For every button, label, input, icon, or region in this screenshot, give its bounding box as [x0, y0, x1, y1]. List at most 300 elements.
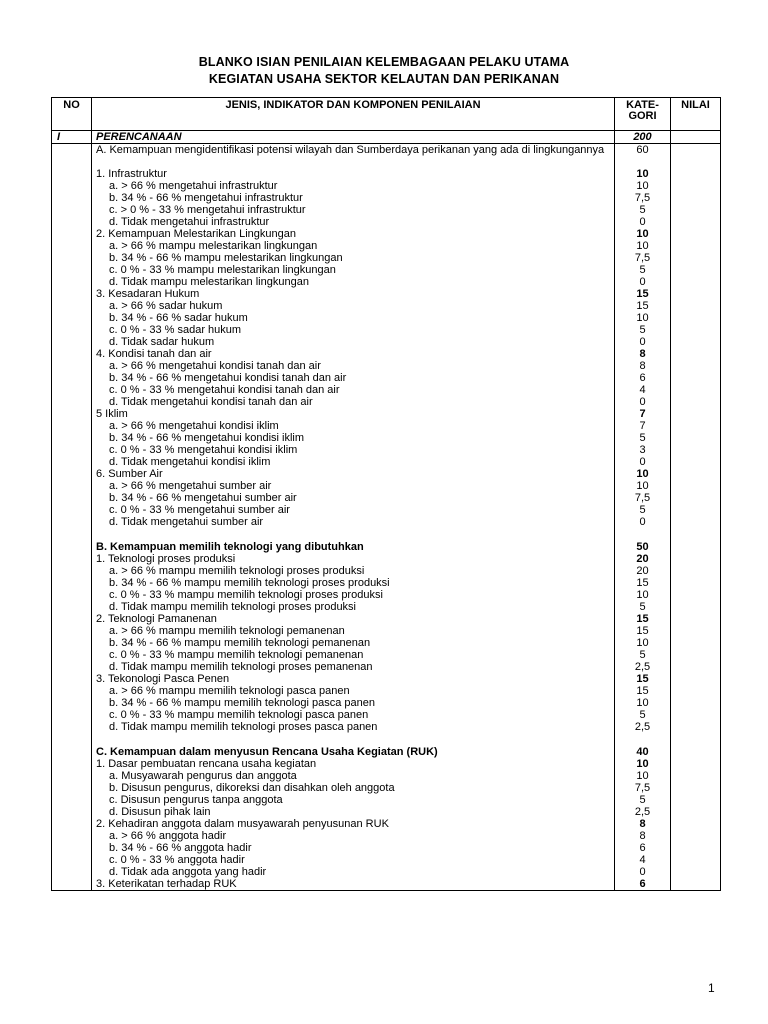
row-nilai-cell[interactable] [671, 264, 721, 276]
row-no [52, 168, 92, 180]
row-kategori: 10 [615, 758, 671, 770]
row-description: b. 34 % - 66 % mampu memilih teknologi proses produksi [92, 577, 615, 589]
row-nilai-cell[interactable] [671, 733, 721, 746]
header-jenis: JENIS, INDIKATOR DAN KOMPONEN PENILAIAN [92, 98, 615, 131]
row-no [52, 228, 92, 240]
row-kategori: 5 [615, 794, 671, 806]
row-kategori: 8 [615, 360, 671, 372]
row-description: c. 0 % - 33 % anggota hadir [92, 854, 615, 866]
row-nilai-cell[interactable] [671, 758, 721, 770]
row-kategori: 15 [615, 673, 671, 685]
row-description: 3. Tekonologi Pasca Penen [92, 673, 615, 685]
row-kategori: 6 [615, 878, 671, 891]
row-no [52, 504, 92, 516]
row-kategori: 15 [615, 577, 671, 589]
row-no [52, 625, 92, 637]
row-description: d. Tidak ada anggota yang hadir [92, 866, 615, 878]
row-kategori: 0 [615, 336, 671, 348]
row-description: a. > 66 % mampu memilih teknologi pasca panen [92, 685, 615, 697]
row-description: 3. Keterikatan terhadap RUK [92, 878, 615, 891]
row-nilai-cell[interactable] [671, 770, 721, 782]
row-nilai-cell[interactable] [671, 842, 721, 854]
table-row [52, 216, 721, 228]
table-row [52, 228, 721, 240]
row-nilai-cell[interactable] [671, 866, 721, 878]
table-row [52, 697, 721, 709]
row-description: b. Disusun pengurus, dikoreksi dan disahkan oleh anggota [92, 782, 615, 794]
row-description: c. Disusun pengurus tanpa anggota [92, 794, 615, 806]
table-row [52, 589, 721, 601]
row-nilai-cell[interactable] [671, 480, 721, 492]
row-kategori: 2,5 [615, 721, 671, 733]
table-row [52, 492, 721, 504]
row-nilai-cell[interactable] [671, 589, 721, 601]
table-row [52, 240, 721, 252]
row-no [52, 661, 92, 673]
table-row [52, 276, 721, 288]
header-no: NO [52, 98, 92, 131]
row-nilai-cell[interactable] [671, 300, 721, 312]
row-description: d. Disusun pihak lain [92, 806, 615, 818]
row-no [52, 300, 92, 312]
row-no [52, 842, 92, 854]
table-row [52, 770, 721, 782]
row-description: B. Kemampuan memilih teknologi yang dibutuhkan [92, 541, 615, 553]
table-row [52, 553, 721, 565]
row-description: PERENCANAAN [92, 131, 615, 144]
row-kategori: 6 [615, 842, 671, 854]
row-description: b. 34 % - 66 % mengetahui sumber air [92, 492, 615, 504]
row-description: 4. Kondisi tanah dan air [92, 348, 615, 360]
table-row [52, 348, 721, 360]
table-row [52, 312, 721, 324]
row-nilai-cell[interactable] [671, 180, 721, 192]
row-no [52, 252, 92, 264]
table-row [52, 649, 721, 661]
table-row [52, 661, 721, 673]
row-kategori: 10 [615, 770, 671, 782]
row-nilai-cell[interactable] [671, 625, 721, 637]
row-no [52, 649, 92, 661]
row-no [52, 721, 92, 733]
row-no [52, 408, 92, 420]
row-no [52, 240, 92, 252]
row-kategori: 40 [615, 746, 671, 758]
table-row [52, 746, 721, 758]
row-kategori: 10 [615, 589, 671, 601]
table-row [52, 372, 721, 384]
table-row [52, 504, 721, 516]
table-row [52, 300, 721, 312]
row-description: a. > 66 % mampu memilih teknologi proses produksi [92, 565, 615, 577]
row-kategori: 10 [615, 180, 671, 192]
row-no [52, 709, 92, 721]
row-description: b. 34 % - 66 % mampu memilih teknologi pemanenan [92, 637, 615, 649]
row-no [52, 432, 92, 444]
row-no [52, 637, 92, 649]
row-description: d. Tidak mampu melestarikan lingkungan [92, 276, 615, 288]
table-row [52, 324, 721, 336]
row-kategori: 4 [615, 854, 671, 866]
row-description: d. Tidak mengetahui kondisi iklim [92, 456, 615, 468]
row-kategori: 0 [615, 396, 671, 408]
row-description: 1. Dasar pembuatan rencana usaha kegiatan [92, 758, 615, 770]
row-no [52, 806, 92, 818]
row-kategori: 10 [615, 228, 671, 240]
row-description: c. 0 % - 33 % mampu memilih teknologi proses produksi [92, 589, 615, 601]
table-row [52, 252, 721, 264]
row-description: b. 34 % - 66 % mengetahui infrastruktur [92, 192, 615, 204]
table-row [52, 396, 721, 408]
row-description: a. > 66 % anggota hadir [92, 830, 615, 842]
row-nilai-cell[interactable] [671, 360, 721, 372]
table-row [52, 131, 721, 144]
row-kategori: 5 [615, 709, 671, 721]
header-kategori: KATE-GORI [615, 98, 671, 131]
row-description: b. 34 % - 66 % mampu memilih teknologi pasca panen [92, 697, 615, 709]
row-no [52, 733, 92, 746]
row-description: b. 34 % - 66 % mampu melestarikan lingkungan [92, 252, 615, 264]
row-nilai-cell[interactable] [671, 396, 721, 408]
table-row [52, 264, 721, 276]
row-nilai-cell[interactable] [671, 516, 721, 528]
row-nilai-cell[interactable] [671, 601, 721, 613]
row-no [52, 204, 92, 216]
row-nilai-cell[interactable] [671, 541, 721, 553]
row-kategori [615, 528, 671, 541]
table-row [52, 456, 721, 468]
row-description: d. Tidak sadar hukum [92, 336, 615, 348]
row-nilai-cell[interactable] [671, 492, 721, 504]
row-description: d. Tidak mengetahui sumber air [92, 516, 615, 528]
row-description: c. 0 % - 33 % mengetahui kondisi iklim [92, 444, 615, 456]
row-kategori: 7,5 [615, 492, 671, 504]
row-kategori: 10 [615, 637, 671, 649]
row-kategori: 15 [615, 685, 671, 697]
row-no [52, 528, 92, 541]
row-nilai-cell[interactable] [671, 504, 721, 516]
row-kategori: 10 [615, 168, 671, 180]
row-kategori: 4 [615, 384, 671, 396]
row-no [52, 601, 92, 613]
table-row [52, 480, 721, 492]
row-no [52, 336, 92, 348]
row-no [52, 697, 92, 709]
row-kategori: 7,5 [615, 192, 671, 204]
row-description: c. 0 % - 33 % mengetahui kondisi tanah dan air [92, 384, 615, 396]
row-kategori: 15 [615, 613, 671, 625]
row-nilai-cell[interactable] [671, 697, 721, 709]
row-description: b. 34 % - 66 % anggota hadir [92, 842, 615, 854]
row-no [52, 468, 92, 480]
row-description: b. 34 % - 66 % mengetahui kondisi iklim [92, 432, 615, 444]
row-description: 2. Kemampuan Melestarikan Lingkungan [92, 228, 615, 240]
row-nilai-cell[interactable] [671, 637, 721, 649]
row-nilai-cell[interactable] [671, 685, 721, 697]
row-nilai-cell[interactable] [671, 131, 721, 144]
row-description: b. 34 % - 66 % sadar hukum [92, 312, 615, 324]
row-nilai-cell[interactable] [671, 192, 721, 204]
row-nilai-cell[interactable] [671, 288, 721, 300]
row-nilai-cell[interactable] [671, 577, 721, 589]
row-no [52, 456, 92, 468]
table-row [52, 721, 721, 733]
row-nilai-cell[interactable] [671, 565, 721, 577]
row-description: 1. Teknologi proses produksi [92, 553, 615, 565]
row-no [52, 192, 92, 204]
table-row [52, 288, 721, 300]
table-row [52, 854, 721, 866]
row-nilai-cell[interactable] [671, 408, 721, 420]
row-description: d. Tidak mampu memilih teknologi proses pasca panen [92, 721, 615, 733]
row-no [52, 360, 92, 372]
row-no: I [52, 131, 92, 144]
table-row [52, 782, 721, 794]
table-row [52, 878, 721, 891]
row-description: 2. Kehadiran anggota dalam musyawarah penyusunan RUK [92, 818, 615, 830]
row-no [52, 288, 92, 300]
table-row [52, 468, 721, 480]
table-row [52, 444, 721, 456]
table-body [52, 131, 721, 891]
row-kategori: 5 [615, 504, 671, 516]
table-row [52, 673, 721, 685]
row-kategori: 6 [615, 372, 671, 384]
row-description: a. Musyawarah pengurus dan anggota [92, 770, 615, 782]
row-no [52, 782, 92, 794]
row-no [52, 818, 92, 830]
table-row [52, 168, 721, 180]
row-nilai-cell[interactable] [671, 794, 721, 806]
row-nilai-cell[interactable] [671, 661, 721, 673]
row-description: a. > 66 % mampu melestarikan lingkungan [92, 240, 615, 252]
row-kategori: 5 [615, 324, 671, 336]
row-kategori: 0 [615, 456, 671, 468]
row-no [52, 396, 92, 408]
row-no [52, 312, 92, 324]
row-no [52, 854, 92, 866]
row-kategori: 0 [615, 216, 671, 228]
table-row [52, 806, 721, 818]
table-row [52, 866, 721, 878]
row-nilai-cell[interactable] [671, 468, 721, 480]
row-nilai-cell[interactable] [671, 276, 721, 288]
table-row [52, 180, 721, 192]
table-header-row [52, 98, 721, 131]
row-description [92, 733, 615, 746]
row-kategori: 15 [615, 288, 671, 300]
table-row [52, 842, 721, 854]
row-nilai-cell[interactable] [671, 228, 721, 240]
table-row [52, 625, 721, 637]
row-kategori: 5 [615, 432, 671, 444]
row-no [52, 746, 92, 758]
document-title: BLANKO ISIAN PENILAIAN KELEMBAGAAN PELAKU UTAMA [198, 55, 570, 69]
row-no [52, 276, 92, 288]
row-nilai-cell[interactable] [671, 721, 721, 733]
table-row [52, 420, 721, 432]
row-nilai-cell[interactable] [671, 818, 721, 830]
row-kategori: 5 [615, 264, 671, 276]
row-description: d. Tidak mengetahui infrastruktur [92, 216, 615, 228]
table-row [52, 528, 721, 541]
row-description: a. > 66 % sadar hukum [92, 300, 615, 312]
row-nilai-cell[interactable] [671, 168, 721, 180]
row-description: c. 0 % - 33 % mengetahui sumber air [92, 504, 615, 516]
table-row [52, 204, 721, 216]
row-nilai-cell[interactable] [671, 432, 721, 444]
table-row [52, 830, 721, 842]
row-nilai-cell[interactable] [671, 746, 721, 758]
row-no [52, 516, 92, 528]
row-no [52, 492, 92, 504]
row-kategori: 8 [615, 348, 671, 360]
table-row [52, 336, 721, 348]
row-no [52, 685, 92, 697]
row-nilai-cell[interactable] [671, 204, 721, 216]
row-kategori: 5 [615, 601, 671, 613]
row-nilai-cell[interactable] [671, 673, 721, 685]
table-row [52, 709, 721, 721]
row-description: C. Kemampuan dalam menyusun Rencana Usaha Kegiatan (RUK) [92, 746, 615, 758]
table-row [52, 818, 721, 830]
row-nilai-cell[interactable] [671, 144, 721, 169]
row-nilai-cell[interactable] [671, 420, 721, 432]
row-nilai-cell[interactable] [671, 312, 721, 324]
row-kategori: 8 [615, 830, 671, 842]
row-kategori: 200 [615, 131, 671, 144]
row-kategori: 0 [615, 276, 671, 288]
row-nilai-cell[interactable] [671, 709, 721, 721]
header-nilai: NILAI [671, 98, 721, 131]
row-nilai-cell[interactable] [671, 854, 721, 866]
table-row [52, 733, 721, 746]
row-description: c. 0 % - 33 % mampu memilih teknologi pemanenan [92, 649, 615, 661]
row-nilai-cell[interactable] [671, 649, 721, 661]
row-kategori [615, 733, 671, 746]
table-row [52, 577, 721, 589]
row-nilai-cell[interactable] [671, 782, 721, 794]
row-nilai-cell[interactable] [671, 444, 721, 456]
row-kategori: 5 [615, 204, 671, 216]
row-no [52, 324, 92, 336]
table-row [52, 613, 721, 625]
row-no [52, 144, 92, 169]
row-no [52, 577, 92, 589]
row-description: b. 34 % - 66 % mengetahui kondisi tanah dan air [92, 372, 615, 384]
row-no [52, 553, 92, 565]
row-description: 2. Teknologi Pamanenan [92, 613, 615, 625]
table-row [52, 432, 721, 444]
row-nilai-cell[interactable] [671, 252, 721, 264]
row-nilai-cell[interactable] [671, 553, 721, 565]
row-no [52, 264, 92, 276]
row-no [52, 758, 92, 770]
table-row [52, 565, 721, 577]
row-description: a. > 66 % mengetahui kondisi iklim [92, 420, 615, 432]
document-subtitle: KEGIATAN USAHA SEKTOR KELAUTAN DAN PERIKANAN [208, 72, 560, 86]
row-kategori: 0 [615, 866, 671, 878]
row-nilai-cell[interactable] [671, 456, 721, 468]
table-row [52, 516, 721, 528]
row-kategori: 10 [615, 240, 671, 252]
row-no [52, 565, 92, 577]
row-no [52, 444, 92, 456]
row-kategori: 20 [615, 553, 671, 565]
row-kategori: 7 [615, 408, 671, 420]
row-kategori: 7,5 [615, 252, 671, 264]
row-description: 3. Kesadaran Hukum [92, 288, 615, 300]
row-kategori: 20 [615, 565, 671, 577]
table-row [52, 685, 721, 697]
row-kategori: 10 [615, 480, 671, 492]
row-kategori: 3 [615, 444, 671, 456]
row-description: a. > 66 % mengetahui sumber air [92, 480, 615, 492]
assessment-table [51, 97, 721, 891]
row-description: 5 Iklim [92, 408, 615, 420]
row-nilai-cell[interactable] [671, 372, 721, 384]
table-row [52, 360, 721, 372]
row-no [52, 589, 92, 601]
row-kategori: 0 [615, 516, 671, 528]
row-no [52, 541, 92, 553]
row-description: c. > 0 % - 33 % mengetahui infrastruktur [92, 204, 615, 216]
row-description: c. 0 % - 33 % mampu melestarikan lingkungan [92, 264, 615, 276]
row-kategori: 10 [615, 312, 671, 324]
row-description [92, 528, 615, 541]
row-description: A. Kemampuan mengidentifikasi potensi wilayah dan Sumberdaya perikanan yang ada di lingkungannya [92, 144, 615, 169]
row-nilai-cell[interactable] [671, 878, 721, 891]
table-row [52, 192, 721, 204]
row-nilai-cell[interactable] [671, 336, 721, 348]
row-nilai-cell[interactable] [671, 613, 721, 625]
row-no [52, 384, 92, 396]
row-kategori: 10 [615, 468, 671, 480]
row-nilai-cell[interactable] [671, 528, 721, 541]
row-description: d. Tidak mampu memilih teknologi proses pemanenan [92, 661, 615, 673]
row-no [52, 216, 92, 228]
row-nilai-cell[interactable] [671, 240, 721, 252]
row-kategori: 60 [615, 144, 671, 169]
row-no [52, 794, 92, 806]
row-description: 1. Infrastruktur [92, 168, 615, 180]
table-row [52, 408, 721, 420]
row-kategori: 15 [615, 300, 671, 312]
row-kategori: 7,5 [615, 782, 671, 794]
row-nilai-cell[interactable] [671, 830, 721, 842]
row-nilai-cell[interactable] [671, 348, 721, 360]
row-no [52, 878, 92, 891]
row-kategori: 5 [615, 649, 671, 661]
row-description: c. 0 % - 33 % sadar hukum [92, 324, 615, 336]
row-no [52, 613, 92, 625]
row-nilai-cell[interactable] [671, 806, 721, 818]
row-kategori: 15 [615, 625, 671, 637]
row-nilai-cell[interactable] [671, 324, 721, 336]
table-row [52, 794, 721, 806]
row-kategori: 2,5 [615, 661, 671, 673]
row-kategori: 50 [615, 541, 671, 553]
table-row [52, 637, 721, 649]
row-nilai-cell[interactable] [671, 216, 721, 228]
table-row [52, 144, 721, 169]
row-description: c. 0 % - 33 % mampu memilih teknologi pasca panen [92, 709, 615, 721]
table-row [52, 384, 721, 396]
row-nilai-cell[interactable] [671, 384, 721, 396]
row-no [52, 372, 92, 384]
row-no [52, 830, 92, 842]
row-kategori: 7 [615, 420, 671, 432]
